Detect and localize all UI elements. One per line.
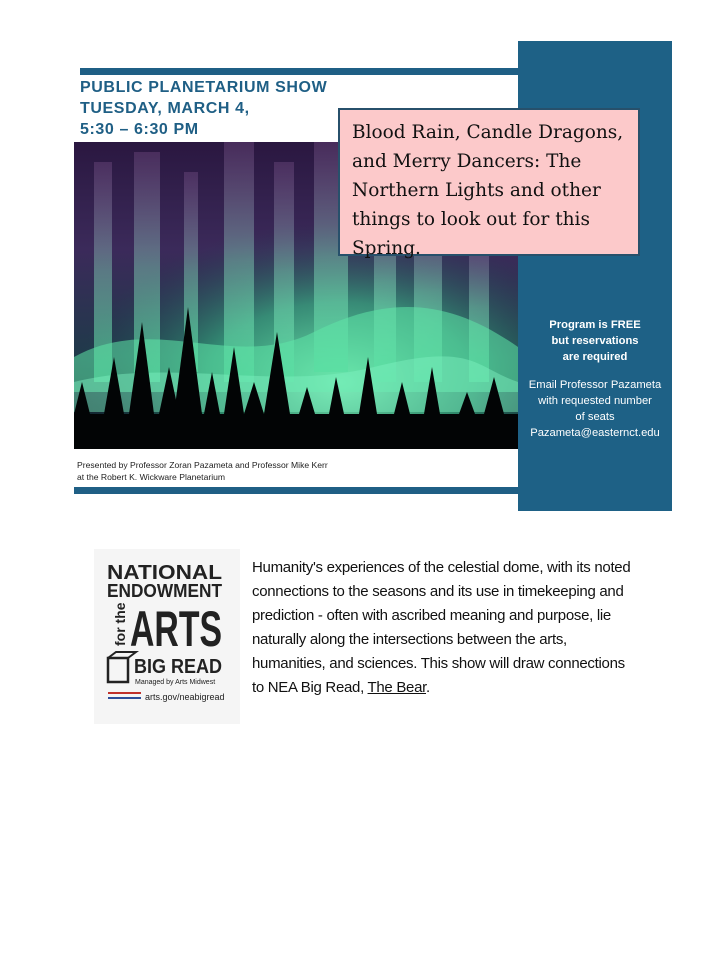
header-line-show: PUBLIC PLANETARIUM SHOW <box>80 79 328 96</box>
title-line: Blood Rain, Candle Dragons, <box>352 122 624 143</box>
email-line: of seats <box>575 411 615 423</box>
email-address[interactable]: Pazameta@easternct.edu <box>530 427 660 439</box>
description-suffix: . <box>426 679 430 696</box>
reservation-info <box>518 317 672 441</box>
nea-endowment: ENDOWMENT <box>107 581 222 601</box>
credits-line: at the Robert K. Wickware Planetarium <box>77 472 226 482</box>
nea-url[interactable]: arts.gov/neabigread <box>145 692 225 702</box>
nea-logo-icon <box>94 549 240 724</box>
title-line: Northern Lights and other <box>352 180 601 201</box>
email-instructions <box>518 377 672 441</box>
description-line: prediction - often with ascribed meaning and purpose, lie <box>252 607 611 624</box>
nea-big-read-logo <box>94 549 240 724</box>
title-line: things to look out for this <box>352 209 590 230</box>
header-line-time: 5:30 – 6:30 PM <box>80 121 199 138</box>
email-line: with requested number <box>538 395 652 407</box>
program-line: Program is FREE <box>549 319 641 331</box>
book-title-link[interactable]: The Bear <box>367 679 427 696</box>
description-prefix: to NEA Big Read, <box>252 679 368 696</box>
program-line: but reservations <box>551 335 639 347</box>
nea-big-read: BIG READ <box>134 656 222 678</box>
email-line: Email Professor Pazameta <box>528 379 662 391</box>
event-header <box>80 77 340 140</box>
top-divider <box>80 68 520 75</box>
title-line: Spring. <box>352 238 421 259</box>
bottom-divider <box>74 487 518 494</box>
description-line: Humanity's experiences of the celestial dome, with its noted <box>252 559 631 576</box>
nea-managed: Managed by Arts Midwest <box>135 679 216 686</box>
program-line: are required <box>562 351 628 363</box>
title-line: and Merry Dancers: The <box>352 151 582 172</box>
credits-line: Presented by Professor Zoran Pazameta and Professor Mike Kerr <box>77 460 328 470</box>
nea-for-the: for the <box>112 602 128 646</box>
nea-arts: ARTS <box>130 601 222 657</box>
description-last-line <box>252 676 692 700</box>
header-line-date: TUESDAY, MARCH 4, <box>80 100 250 117</box>
presenter-credits <box>77 459 507 483</box>
description-line: connections to the seasons and its use in timekeeping and <box>252 583 624 600</box>
show-title-box <box>338 108 640 259</box>
nea-national: NATIONAL <box>107 562 222 584</box>
description-line: humanities, and sciences. This show will draw connections <box>252 655 625 672</box>
show-description <box>252 556 692 700</box>
description-line: naturally along the intersections between the arts, <box>252 631 567 648</box>
program-free-notice <box>518 317 672 365</box>
